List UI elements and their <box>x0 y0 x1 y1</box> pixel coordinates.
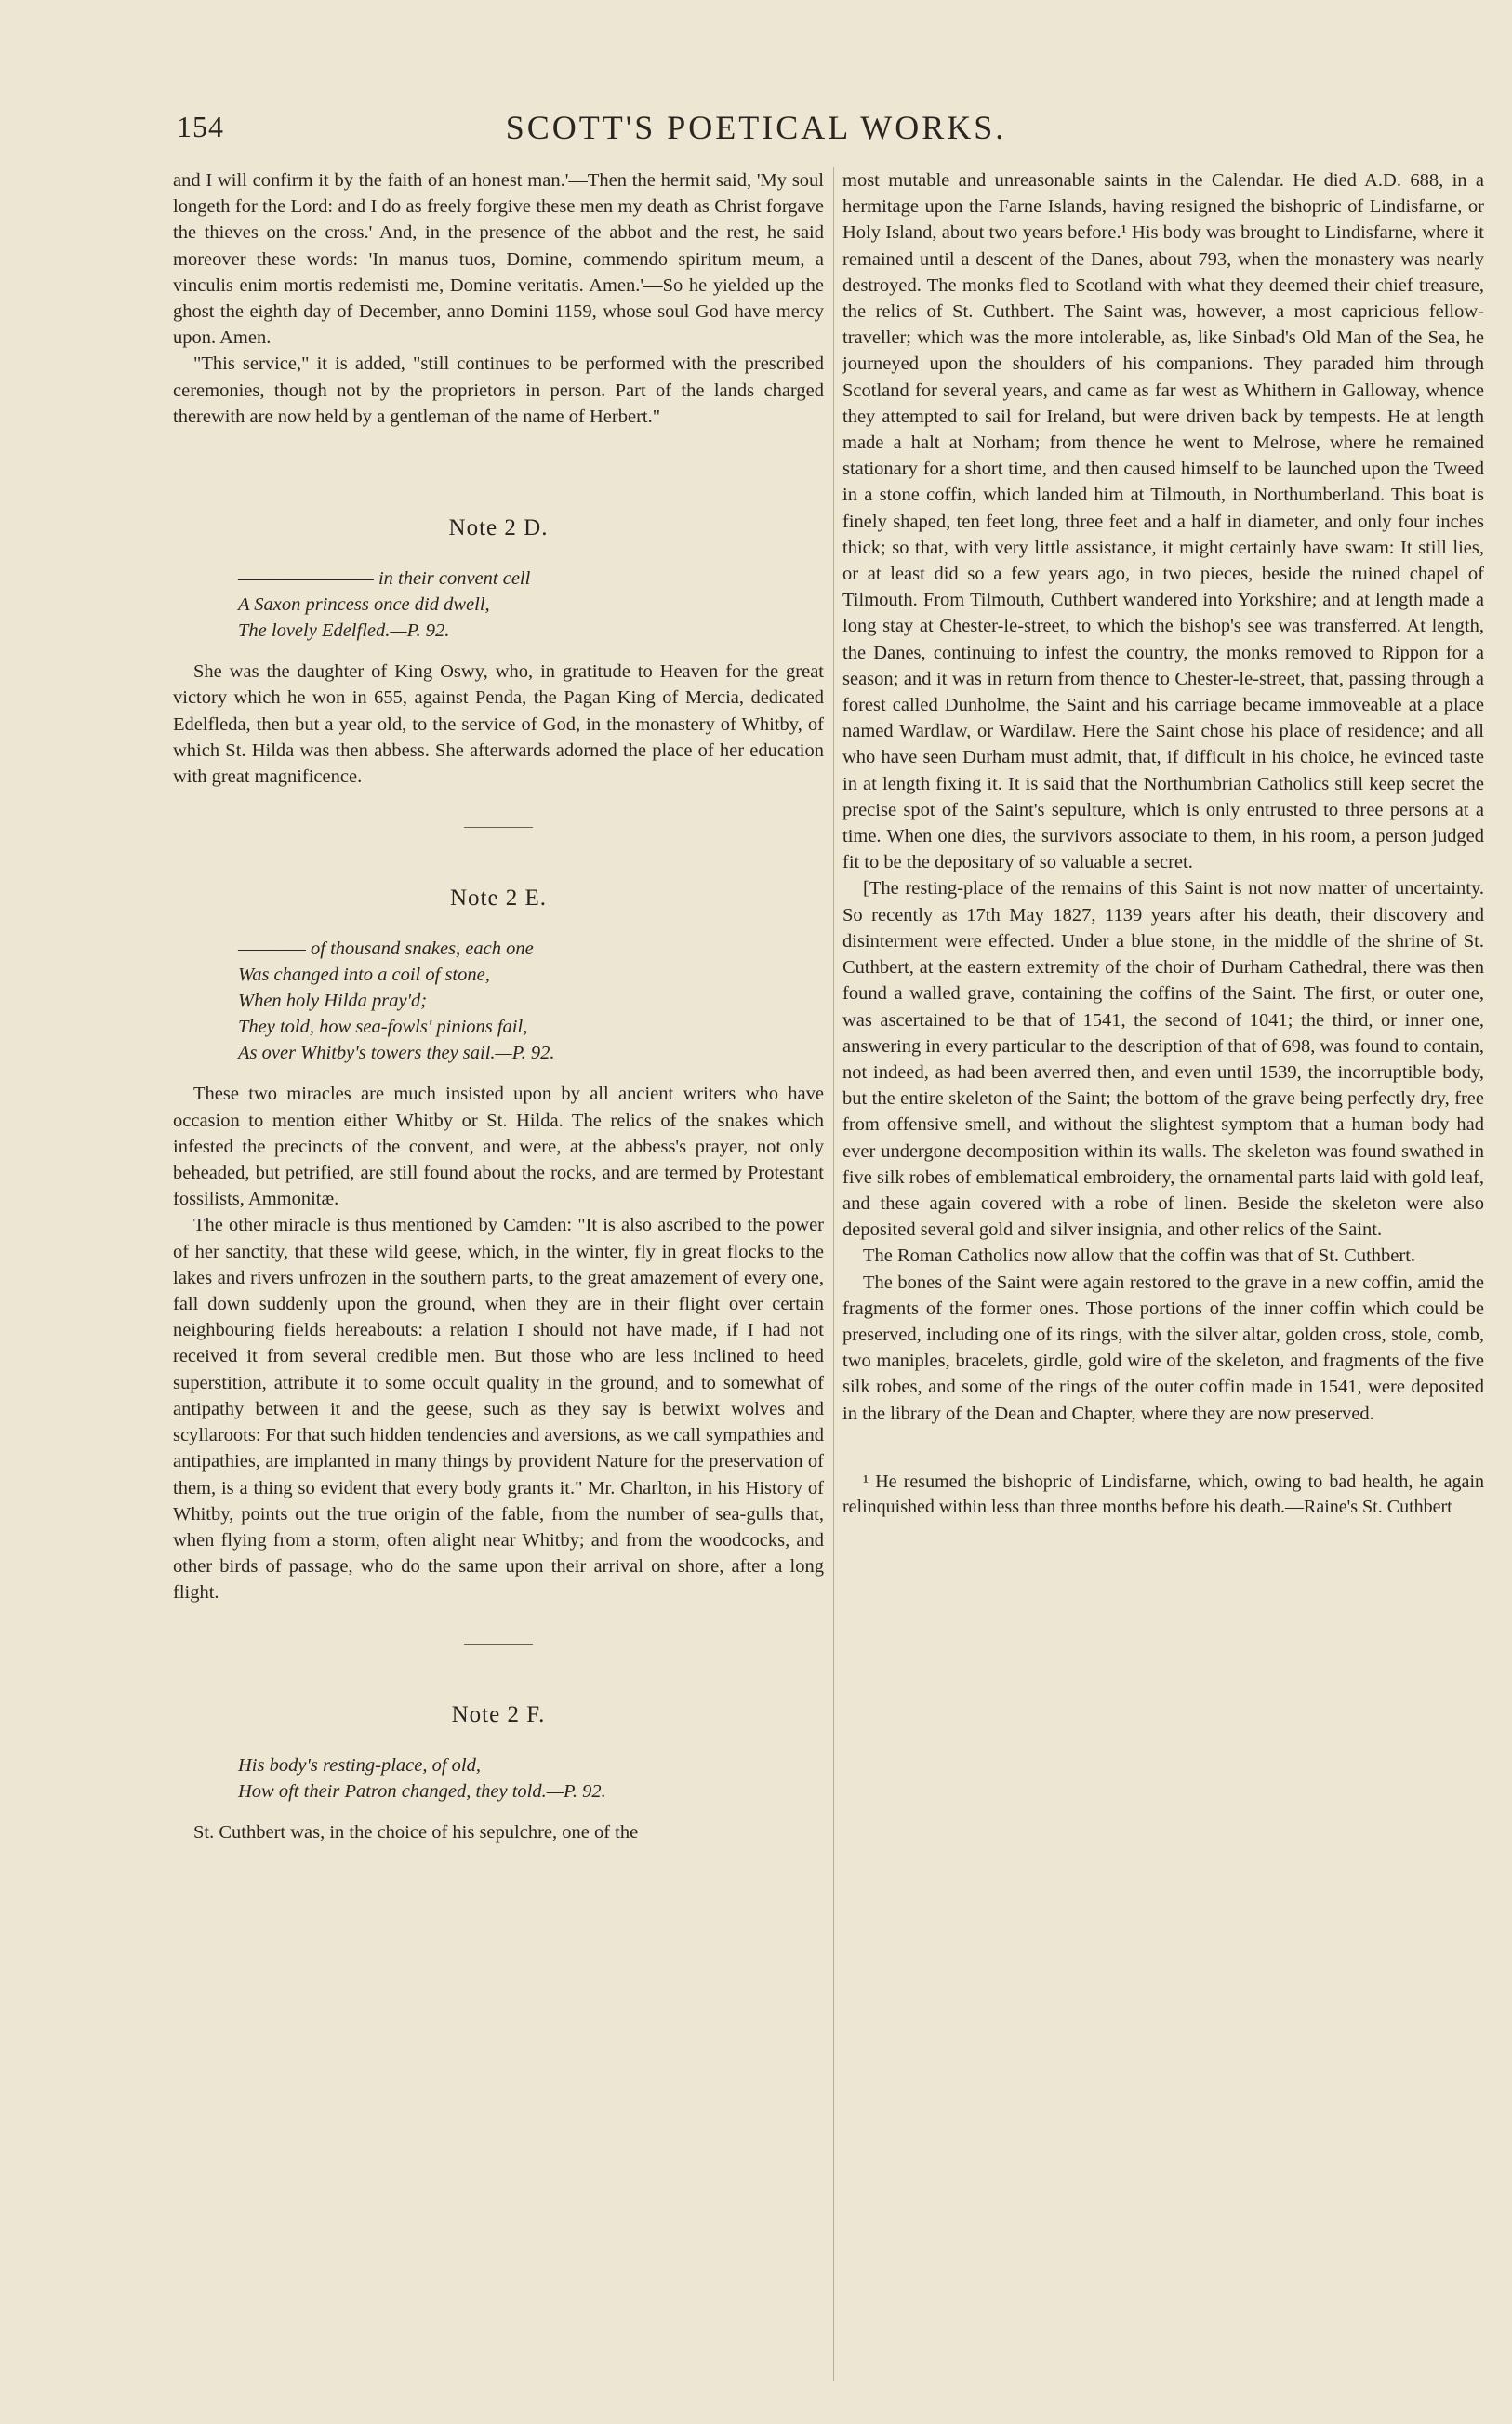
verse-line: ———— of thousand snakes, each one <box>238 939 534 960</box>
footnote: ¹ He resumed the bishopric of Lindisfarne, which, owing to bad health, he again relinquished within less than three months before his death.—Raine's St. Cuthbert <box>842 1471 1484 1517</box>
section-divider <box>464 827 533 828</box>
note-2d-verse <box>238 566 824 644</box>
verse-line: As over Whitby's towers they sail.—P. 92. <box>238 1043 555 1064</box>
note-2d-heading: Note 2 D. <box>448 515 549 541</box>
verse-line: His body's resting-place, of old, <box>238 1754 481 1776</box>
running-title: SCOTT'S POETICAL WORKS. <box>505 109 1007 146</box>
verse-line: They told, how sea-fowls' pinions fail, <box>238 1017 528 1038</box>
hermit-paragraph: and I will confirm it by the faith of an honest man.'—Then the hermit said, 'My soul longeth for the Lord: and I do as freely forgive these men my death as Christ forgave the thieves on the cross.' And, in the presence of the abbot and the rest, he said moreover these words: 'In manus tuos, Domine, commendo spiritum meum, a vinculis enim mortis redemisti me, Domine veritatis. Amen.'—So he yielded up the ghost the eighth day of December, anno Domini 1159, whose soul God have mercy upon. Amen. <box>173 170 824 349</box>
right-column <box>842 167 1484 1520</box>
resting-place-paragraph: [The resting-place of the remains of this Saint is not now matter of uncertainty. So recently as 17th May 1827, 1139 years after his death, their discovery and disinterment were effected. Under a blue stone, in the middle of the shrine of St. Cuthbert, at the eastern extremity of the choir of Durham Cathedral, there was then found a walled grave, containing the coffins of the Saint. The first, or outer one, was ascertained to be that of 1541, the second of 1041; the third, or inner one, answering in every particular to the description of that of 698, was found to contain, not indeed, as had been averred then, and even until 1539, the incorruptible body, but the entire skeleton of the Saint; the bottom of the grave being perfectly dry, free from offensive smell, and without the slightest symptom that a human body had ever undergone decomposition within its walls. The skeleton was found swathed in five silk robes of emblematical embroidery, the ornamental parts laid with gold leaf, and these again covered with a robe of linen. Beside the skeleton were also deposited several gold and silver insignia, and other relics of the Saint. <box>842 878 1484 1241</box>
column-rule <box>833 167 834 2381</box>
verse-line: Was changed into a coil of stone, <box>238 965 490 986</box>
note-2f-heading: Note 2 F. <box>451 1701 546 1727</box>
note-2d-body: She was the daughter of King Oswy, who, in gratitude to Heaven for the great victory which he won in 655, against Penda, the Pagan King of Mercia, dedicated Edelfleda, then but a year old, to the service of God, in the monastery of Whitby, of which St. Hilda was then abbess. She afterwards adorned the place of her education with great magnificence. <box>173 661 824 788</box>
roman-catholics-paragraph: The Roman Catholics now allow that the coffin was that of St. Cuthbert. <box>863 1245 1416 1267</box>
note-2e-body-1: These two miracles are much insisted upon by all ancient writers who have occasion to mention either Whitby or St. Hilda. The relics of the snakes which infested the precincts of the convent, and were, at the abbess's prayer, not only beheaded, but petrified, are still found about the rocks, and are termed by Protestant fossilists, Ammonitæ. <box>173 1084 824 1210</box>
section-divider <box>464 1644 533 1645</box>
left-column <box>173 167 824 1845</box>
verse-line: A Saxon princess once did dwell, <box>238 594 490 616</box>
cuthbert-paragraph: most mutable and unreasonable saints in the Calendar. He died A.D. 688, in a hermitage upon the Farne Islands, having resigned the bishopric of Lindisfarne, or Holy Island, about two years before.¹ His body was brought to Lindisfarne, where it remained until a descent of the Danes, about 793, when the monastery was nearly destroyed. The monks fled to Scotland with what they deemed their chief treasure, the relics of St. Cuthbert. The Saint was, however, a most capricious fellow-traveller; which was the more intolerable, as, like Sinbad's Old Man of the Sea, he journeyed upon the shoulders of his companions. They paraded him through Scotland for several years, and came as far west as Whithern in Galloway, whence they attempted to sail for Ireland, but were driven back by tempests. He at length made a halt at Norham; from thence he went to Melrose, where he remained stationary for a short time, and then caused himself to be launched upon the Tweed in a stone coffin, which landed him at Tilmouth, in Northumberland. This boat is finely shaped, ten feet long, three feet and a half in diameter, and only four inches thick; so that, with very little assistance, it might certainly have swam: It still lies, or at least did so a few years ago, in two pieces, beside the ruined chapel of Tilmouth. From Tilmouth, Cuthbert wandered into Yorkshire; and at length made a long stay at Chester-le-street, to which the bishop's see was transferred. At length, the Danes, continuing to infest the country, the monks removed to Rippon for a season; and it was in return from thence to Chester-le-street, that, passing through a forest called Dunholme, the Saint and his carriage became immoveable at a place named Wardlaw, or Wardilaw. Here the Saint chose his place of residence; and all who have seen Durham must admit, that, if difficult in his choice, he evinced taste in at length fixing it. It is said that the Northumbrian Catholics still keep secret the precise spot of the Saint's sepulture, which is only entrusted to three persons at a time. When one dies, the survivors associate to them, in his room, a person judged fit to be the depositary of so valuable a secret. <box>842 170 1484 873</box>
verse-line: How oft their Patron changed, they told.—P. 92. <box>238 1780 606 1802</box>
note-2f-verse <box>238 1752 824 1805</box>
note-2e-body-2: The other miracle is thus mentioned by Camden: "It is also ascribed to the power of her sanctity, that these wild geese, which, in the winter, fly in great flocks to the lakes and rivers unfrozen in the southern parts, to the great amazement of every one, fall down suddenly upon the ground, when they are in their flight over certain neighbouring fields hereabouts: a relation I should not have made, if I had not received it from several credible men. But those who are less inclined to heed superstition, attribute it to some occult quality in the ground, and to somewhat of antipathy between it and the geese, such as they say is betwixt wolves and scyllaroots: For that such hidden tendencies and aversions, as we call sympathies and antipathies, are implanted in many things by provident Nature for the preservation of them, is a thing so evident that every body grants it." Mr. Charlton, in his History of Whitby, points out the true origin of the fable, from the number of sea-gulls that, when flying from a storm, often alight near Whitby; and from the woodcocks, and other birds of passage, who do the same upon their arrival on shore, after a long flight. <box>173 1215 824 1604</box>
service-paragraph: "This service," it is added, "still continues to be performed with the prescribed ceremonies, though not by the proprietors in person. Part of the lands charged therewith are now held by a gentleman of the name of Herbert." <box>173 353 824 427</box>
verse-line: The lovely Edelfled.—P. 92. <box>238 620 450 642</box>
note-2e-heading: Note 2 E. <box>449 886 548 912</box>
verse-line: ———————— in their convent cell <box>238 568 531 590</box>
bones-paragraph: The bones of the Saint were again restored to the grave in a new coffin, amid the fragments of the former ones. Those portions of the inner coffin which could be preserved, including one of its rings, with the silver altar, golden cross, stole, comb, two maniples, bracelets, girdle, gold wire of the skeleton, and fragments of the five silk robes, and some of the rings of the outer coffin made in 1541, were deposited in the library of the Dean and Chapter, where they are now preserved. <box>842 1272 1484 1424</box>
verse-line: When holy Hilda pray'd; <box>238 991 428 1012</box>
note-2f-body: St. Cuthbert was, in the choice of his sepulchre, one of the <box>193 1821 639 1843</box>
note-2e-verse <box>238 936 824 1066</box>
page-number: 154 <box>177 110 224 143</box>
